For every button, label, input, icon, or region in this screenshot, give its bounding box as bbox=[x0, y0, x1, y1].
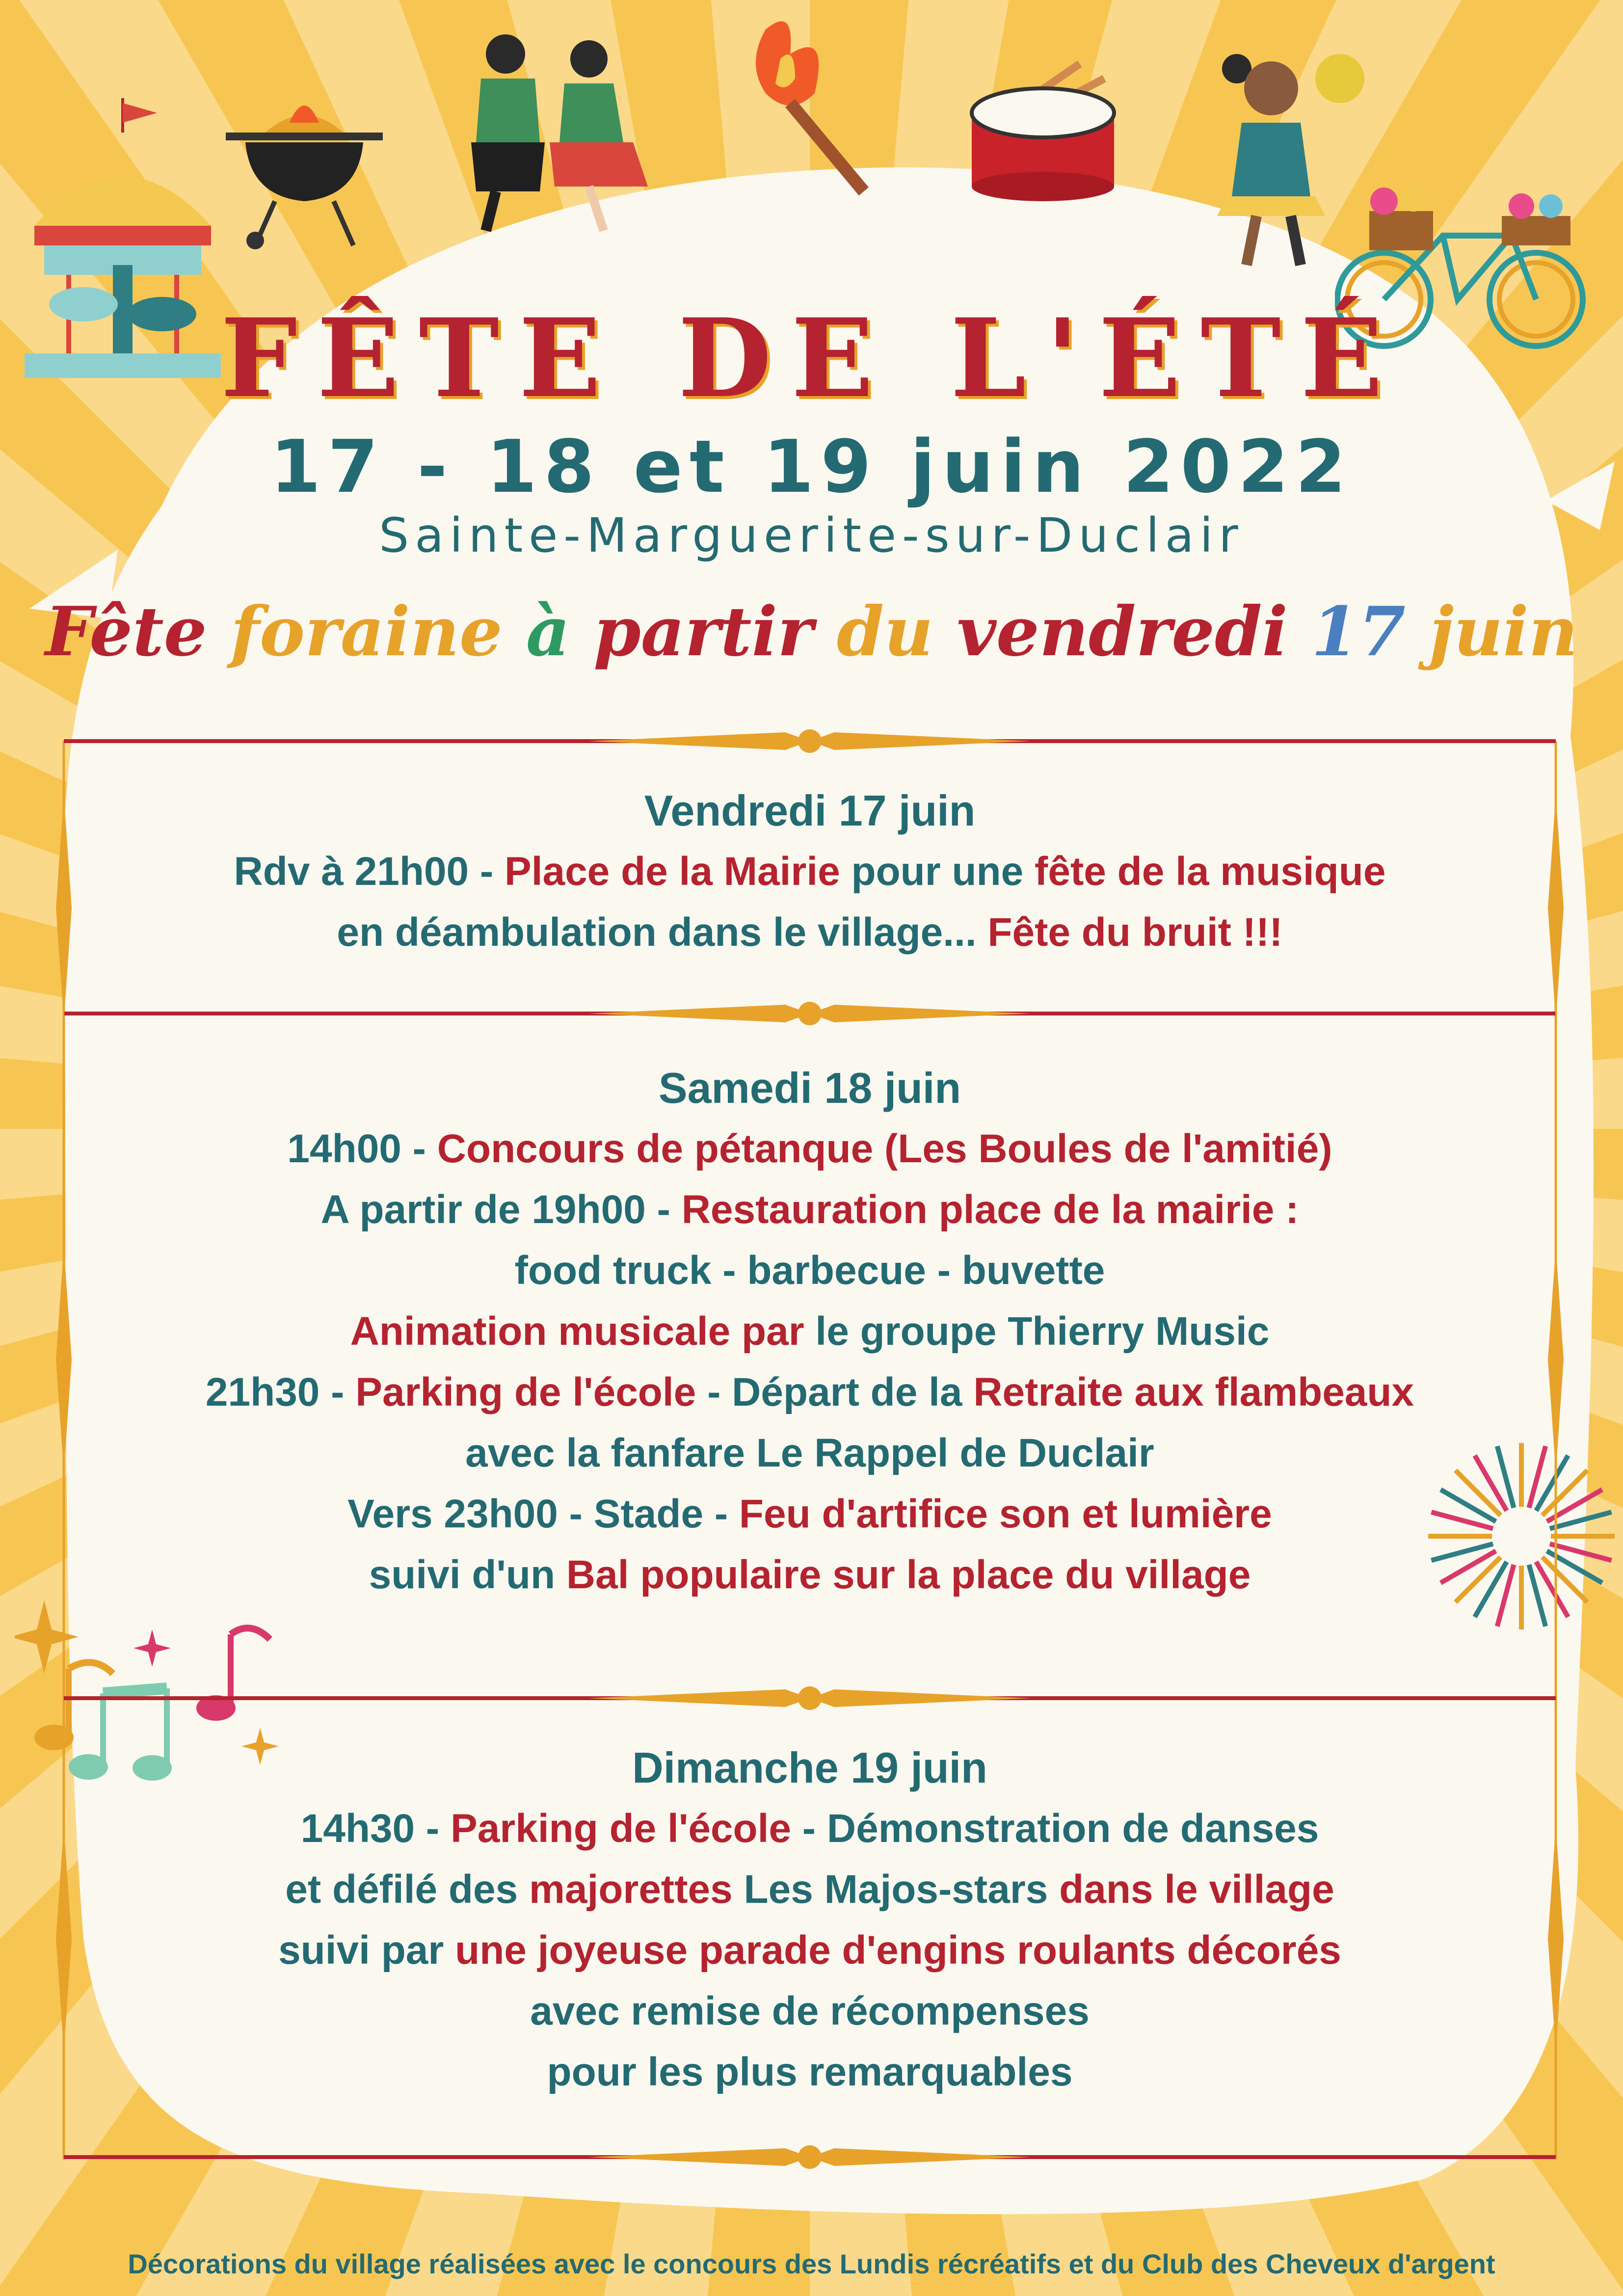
program-line bbox=[69, 1545, 1551, 1605]
divider-dot bbox=[798, 729, 822, 753]
divider-dot bbox=[798, 2145, 822, 2169]
line-segment: Parking de l'école bbox=[451, 1806, 792, 1851]
line-segment: A partir de 19h00 - bbox=[320, 1187, 682, 1232]
fair-word: Fête bbox=[45, 591, 207, 671]
fair-word: juin bbox=[1429, 591, 1578, 671]
fair-word: foraine bbox=[230, 591, 503, 671]
line-segment: - Démonstration de danses bbox=[791, 1806, 1319, 1851]
fair-word: du bbox=[836, 591, 933, 671]
event-location: Sainte-Marguerite-sur-Duclair bbox=[379, 508, 1244, 563]
line-segment: Restauration place de la mairie : bbox=[681, 1187, 1299, 1232]
sunday-heading: Dimanche 19 juin bbox=[632, 1743, 987, 1792]
friday-heading: Vendredi 17 juin bbox=[644, 786, 976, 835]
line-segment: Concours de pétanque (Les Boules de l'amitié) bbox=[437, 1126, 1332, 1171]
program-line bbox=[69, 1798, 1551, 1859]
line-segment: pour une bbox=[840, 849, 1035, 894]
program-line bbox=[69, 1981, 1551, 2042]
line-segment: majorettes bbox=[529, 1867, 733, 1912]
line-segment: avec remise de récompenses bbox=[530, 1989, 1090, 2033]
sunday-lines bbox=[69, 1798, 1551, 2103]
divider-ornament bbox=[810, 2148, 1031, 2166]
line-segment: une joyeuse parade d'engins roulants décorés bbox=[455, 1928, 1341, 1973]
section-friday bbox=[69, 780, 1551, 963]
line-segment: Rdv à 21h00 - bbox=[234, 849, 505, 894]
line-segment: avec la fanfare Le Rappel de Duclair bbox=[465, 1431, 1154, 1475]
friday-lines bbox=[69, 841, 1551, 963]
line-segment: fête de la musique bbox=[1035, 849, 1386, 894]
divider-ornament bbox=[589, 1689, 810, 1707]
line-segment: - Départ de la bbox=[696, 1370, 974, 1415]
saturday-lines bbox=[69, 1119, 1551, 1605]
divider-ornament bbox=[810, 732, 1031, 750]
line-segment: 14h30 - bbox=[300, 1806, 451, 1851]
event-dates: 17 - 18 et 19 juin 2022 bbox=[270, 425, 1353, 509]
section-saturday bbox=[69, 1058, 1551, 1605]
divider-dot bbox=[798, 1002, 822, 1025]
line-segment: Vers 23h00 - Stade - bbox=[347, 1492, 739, 1536]
program-line bbox=[69, 1362, 1551, 1423]
divider-ornament bbox=[810, 1689, 1031, 1707]
program-line bbox=[69, 902, 1551, 963]
program-line bbox=[69, 1423, 1551, 1484]
line-segment: Animation musicale par bbox=[350, 1309, 816, 1354]
footer-credits: Décorations du village réalisées avec le concours des Lundis récréatifs et du Club des Cheveux d'argent bbox=[128, 2248, 1495, 2279]
line-segment: en déambulation dans le village... bbox=[337, 910, 988, 955]
fair-word: 17 bbox=[1311, 591, 1406, 671]
line-segment: 14h00 - bbox=[287, 1126, 437, 1171]
page-title: FÊTE DE L'ÉTÉ bbox=[220, 294, 1403, 422]
section-sunday bbox=[69, 1737, 1551, 2103]
program-line bbox=[69, 841, 1551, 902]
program-line bbox=[69, 1920, 1551, 1981]
fair-word: à bbox=[526, 591, 570, 671]
line-segment: et défilé des bbox=[285, 1867, 530, 1912]
divider-ornament bbox=[810, 1005, 1031, 1022]
program-line bbox=[69, 1240, 1551, 1301]
program-line bbox=[69, 1301, 1551, 1362]
line-segment: dans le village bbox=[1059, 1867, 1334, 1912]
program-line bbox=[69, 2042, 1551, 2103]
line-segment: Les Majos-stars bbox=[732, 1867, 1060, 1912]
saturday-heading: Samedi 18 juin bbox=[658, 1064, 961, 1112]
line-segment: food truck - barbecue - buvette bbox=[514, 1248, 1105, 1293]
program-line bbox=[69, 1119, 1551, 1179]
line-segment: Retraite aux flambeaux bbox=[973, 1370, 1414, 1415]
divider-ornament bbox=[589, 1005, 810, 1022]
line-segment: suivi d'un bbox=[369, 1552, 566, 1597]
line-segment: 21h30 - bbox=[205, 1370, 356, 1415]
line-segment: Place de la Mairie bbox=[505, 849, 840, 894]
program-line bbox=[69, 1859, 1551, 1920]
line-segment: Feu d'artifice son et lumière bbox=[739, 1492, 1272, 1536]
program-line bbox=[69, 1179, 1551, 1240]
line-segment: Fête du bruit !!! bbox=[987, 910, 1283, 955]
line-segment: pour les plus remarquables bbox=[547, 2050, 1073, 2094]
fair-word: vendredi bbox=[957, 591, 1288, 671]
fair-word: partir bbox=[593, 591, 813, 671]
divider-ornament bbox=[589, 2148, 810, 2166]
line-segment: Parking de l'école bbox=[355, 1370, 696, 1415]
line-segment: Bal populaire sur la place du village bbox=[566, 1552, 1251, 1597]
divider-dot bbox=[798, 1686, 822, 1710]
program-line bbox=[69, 1484, 1551, 1545]
divider-ornament bbox=[589, 732, 810, 750]
line-segment: le groupe Thierry Music bbox=[815, 1309, 1270, 1354]
line-segment: suivi par bbox=[278, 1928, 455, 1973]
